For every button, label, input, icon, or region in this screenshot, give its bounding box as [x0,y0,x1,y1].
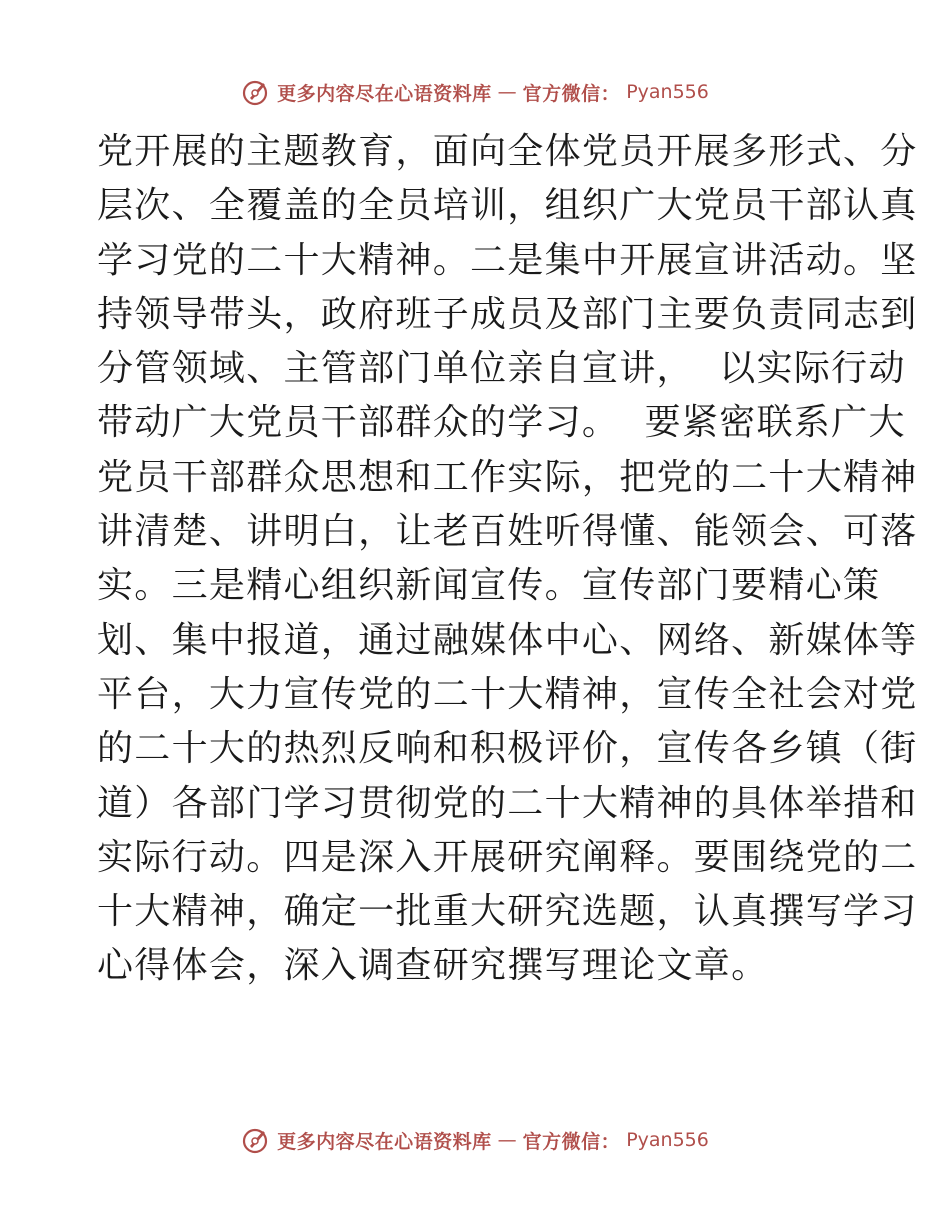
body-line: 实际行动。四是深入开展研究阐释。要围绕党的二 [97,836,918,878]
body-line: 道）各部门学习贯彻党的二十大精神的具体举措和 [97,782,918,824]
body-line: 层次、全覆盖的全员培训，组织广大党员干部认真 [97,185,918,227]
banner-contact-id: Pyan556 [626,81,709,103]
body-line: 持领导带头，政府班子成员及部门主要负责同志到 [97,293,918,335]
document-body [97,125,918,994]
quill-pen-logo-icon [241,77,271,107]
quill-pen-logo-icon [241,1125,271,1155]
banner-title: 更多内容尽在心语资料库 [277,82,492,105]
body-line: 划、集中报道，通过融媒体中心、网络、新媒体等 [97,619,918,661]
body-line: 平台，大力宣传党的二十大精神，宣传全社会对党 [97,673,918,715]
banner-dash: — [497,81,517,103]
header-banner [0,72,950,112]
body-line: 分管领域、主管部门单位亲自宣讲， 以实际行动 [97,348,906,390]
body-line: 十大精神，确定一批重大研究选题，认真撰写学习 [97,891,918,933]
body-line: 带动广大党员干部群众的学习。 要紧密联系广大 [97,402,906,444]
body-line: 党员干部群众思想和工作实际，把党的二十大精神 [97,456,918,498]
footer-banner [0,1120,950,1160]
banner-contact-id: Pyan556 [626,1129,709,1151]
body-line: 党开展的主题教育，面向全体党员开展多形式、分 [97,131,918,172]
body-line: 的二十大的热烈反响和积极评价，宣传各乡镇（街 [97,728,918,770]
body-line: 心得体会，深入调查研究撰写理论文章。 [97,945,769,987]
banner-contact-label: 官方微信： [522,82,621,105]
body-line: 实。三是精心组织新闻宣传。宣传部门要精心策 [97,565,881,607]
banner-dash: — [497,1129,517,1151]
banner-title: 更多内容尽在心语资料库 [277,1130,492,1153]
body-line: 学习党的二十大精神。二是集中开展宣讲活动。坚 [97,239,918,281]
body-line: 讲清楚、讲明白，让老百姓听得懂、能领会、可落 [97,511,918,553]
banner-contact-label: 官方微信： [522,1130,621,1153]
